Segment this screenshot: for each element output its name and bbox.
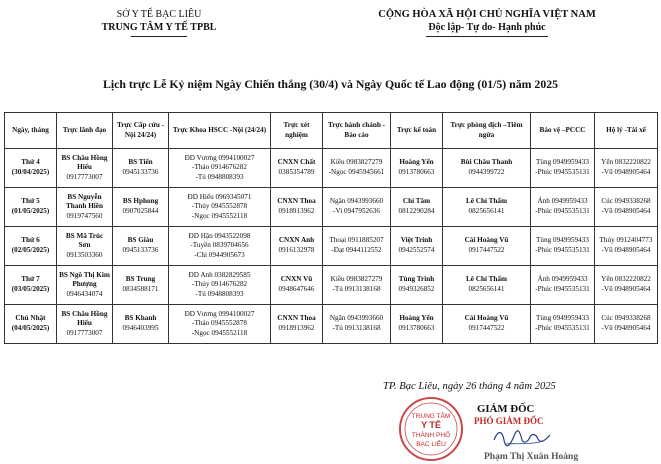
phone-number: 0916132978 <box>278 246 315 254</box>
staff-name: BS Châu Hồng Hiếu <box>61 309 108 328</box>
day-label: Thứ 7 <box>21 275 40 284</box>
cell-security <box>531 266 595 305</box>
cell-leader <box>57 227 113 266</box>
handwritten-signature <box>492 426 552 448</box>
cell-emergency <box>113 188 169 227</box>
phone-number: 0917773007 <box>66 172 103 181</box>
national-header <box>372 8 602 37</box>
cell-accounting <box>391 227 443 266</box>
table-row <box>5 227 658 266</box>
cell-prevention <box>443 188 531 227</box>
cell-orderly-driver <box>595 188 658 227</box>
cell-hscc <box>169 188 271 227</box>
phone-number: 0946403995 <box>122 324 159 332</box>
text-line: -Ngọc 0945552118 <box>191 211 248 220</box>
cell-leader <box>57 305 113 344</box>
column-header: Trực Khoa HSCC -Nội (24/24) <box>169 113 271 149</box>
text-line: -Tú 0948808393 <box>195 172 244 181</box>
staff-name: Lê Chí Thấm <box>465 197 507 206</box>
staff-name: Hoàng Yến <box>399 314 434 323</box>
phone-number: 0944399722 <box>468 168 505 176</box>
cell-lab <box>271 305 323 344</box>
cell-accounting <box>391 188 443 227</box>
text-line: -Chi 0944905673 <box>194 250 245 259</box>
cell-date <box>5 305 57 344</box>
staff-name: BS Nguyễn Thanh Hiền <box>66 192 103 211</box>
staff-name: Cái Hoàng Vũ <box>464 236 509 245</box>
cell-leader <box>57 266 113 305</box>
cell-prevention <box>443 227 531 266</box>
cell-leader <box>57 149 113 188</box>
cell-hscc <box>169 149 271 188</box>
phone-number: 0812290284 <box>398 207 435 215</box>
staff-name: BS Tiến <box>128 158 153 167</box>
staff-name: BS Hphong <box>122 197 159 206</box>
cell-security <box>531 227 595 266</box>
day-label: Thứ 4 <box>21 158 40 167</box>
cell-lab <box>271 266 323 305</box>
text-line: Kiều 0983827279 <box>330 275 383 284</box>
phone-number: 0945133736 <box>122 168 159 176</box>
column-header: Trực Cấp cứu -Nội 24/24) <box>113 113 169 149</box>
phone-number: 0913503360 <box>66 250 103 259</box>
cell-admin <box>323 266 391 305</box>
date-label: (30/04/2025) <box>11 168 50 176</box>
text-line: -Thảo 0914676282 <box>192 163 247 172</box>
cell-security <box>531 305 595 344</box>
staff-name: BS Trung <box>125 275 156 284</box>
text-line: Yến 0832220822 <box>601 158 651 167</box>
text-line: Ngân 0943993660 <box>329 197 384 206</box>
date-label: (02/05/2025) <box>11 246 50 254</box>
text-line: -Phúc 0945535131 <box>535 168 590 176</box>
text-line: Ánh 0949959433 <box>537 197 588 206</box>
phone-number: 0834588171 <box>122 285 159 293</box>
cell-prevention <box>443 305 531 344</box>
cell-hscc <box>169 227 271 266</box>
table-row <box>5 266 658 305</box>
cell-leader <box>57 188 113 227</box>
text-line: Tùng 0949959433 <box>536 236 589 245</box>
date-label: (03/05/2025) <box>11 285 50 293</box>
column-header: Hộ lý -Tài xế <box>595 113 658 149</box>
cell-admin <box>323 305 391 344</box>
text-line: -Tú 0913138168 <box>332 285 381 293</box>
cell-admin <box>323 227 391 266</box>
column-header: Trực xét nghiệm <box>271 113 323 149</box>
table-row <box>5 305 658 344</box>
text-line: -Thủy 0945552878 <box>191 202 248 211</box>
staff-name: CNXN Vũ <box>280 275 313 284</box>
signatory-subtitle: PHÓ GIÁM ĐỐC <box>474 416 544 426</box>
cell-date <box>5 149 57 188</box>
cell-lab <box>271 188 323 227</box>
column-header: Ngày, tháng <box>5 113 57 149</box>
phone-number: 0948647646 <box>278 285 315 293</box>
phone-number: 0945133736 <box>122 246 159 254</box>
cell-prevention <box>443 149 531 188</box>
document-title: Lịch trực Lễ Kỷ niệm Ngày Chiến thắng (30/4) và Ngày Quốc tế Lao động (01/5) năm 2025 <box>102 77 559 91</box>
cell-admin <box>323 188 391 227</box>
cell-orderly-driver <box>595 266 658 305</box>
text-line: -Vi 0947952636 <box>333 207 380 215</box>
text-line: Thủy 0912404773 <box>599 236 653 245</box>
text-line: Thoại 0911885207 <box>329 236 384 245</box>
table-body <box>5 149 658 344</box>
cell-accounting <box>391 149 443 188</box>
table-header-row <box>5 113 658 149</box>
text-line: -Phúc 0945535131 <box>535 207 590 215</box>
staff-name: Việt Trinh <box>400 236 433 245</box>
seal-text-4: BẠC LIÊU <box>416 441 446 448</box>
text-line: -Phúc 0945535131 <box>535 285 590 293</box>
phone-number: 0917447522 <box>468 324 505 332</box>
text-line: Cúc 0949338268 <box>601 314 651 323</box>
text-line: -Ngọc 0945552118 <box>191 328 248 337</box>
cell-emergency <box>113 305 169 344</box>
cell-orderly-driver <box>595 305 658 344</box>
seal-text-2: Y TẾ <box>421 420 441 430</box>
phone-number: 0917447522 <box>468 246 505 254</box>
cell-lab <box>271 149 323 188</box>
motto-underline <box>426 36 548 37</box>
text-line: ĐD Vương 0994100027 <box>184 309 255 318</box>
cell-hscc <box>169 305 271 344</box>
issuer-underline <box>131 36 187 37</box>
phone-number: 0825656141 <box>468 207 505 215</box>
text-line: -Vũ 0948905464 <box>601 168 651 176</box>
phone-number: 0942552574 <box>398 246 435 254</box>
staff-name: Chí Tâm <box>402 197 431 206</box>
signer-name: Phạm Thị Xuân Hoàng <box>484 452 579 462</box>
staff-name: CNXN Thoa <box>277 197 316 206</box>
staff-name: CNXN Thoa <box>277 314 316 323</box>
staff-name: CNXN Anh <box>278 236 315 245</box>
text-line: -Vũ 0948905464 <box>601 207 651 215</box>
text-line: -Thủy 0914676282 <box>191 280 248 289</box>
cell-date <box>5 188 57 227</box>
signatory-title: GIÁM ĐỐC <box>477 403 535 415</box>
phone-number: 0907025844 <box>122 207 159 215</box>
cell-accounting <box>391 305 443 344</box>
issuer-header <box>100 8 218 37</box>
phone-number: 0385354789 <box>278 168 315 176</box>
staff-name: Tùng Trinh <box>398 275 435 284</box>
phone-number: 0913780663 <box>398 324 435 332</box>
phone-number: 0913780663 <box>398 168 435 176</box>
column-header: Trực kế toán <box>391 113 443 149</box>
cell-date <box>5 266 57 305</box>
text-line: Tùng 0949959433 <box>536 158 589 167</box>
national-motto: Độc lập- Tự do- Hạnh phúc <box>428 22 546 33</box>
text-line: -Tú 0948808393 <box>195 289 244 298</box>
column-header: Bảo vệ –PCCC <box>531 113 595 149</box>
text-line: -Phúc 0945535131 <box>535 324 590 332</box>
phone-number: 0946434074 <box>66 289 103 298</box>
text-line: -Tú 0913138168 <box>332 324 381 332</box>
text-line: -Phúc 0945535131 <box>535 246 590 254</box>
text-line: -Vũ 0948905464 <box>601 324 651 332</box>
issuer-parent-agency: SỞ Y TẾ BẠC LIÊU <box>116 9 202 20</box>
text-line: -Tuyền 0839704656 <box>190 241 249 250</box>
national-title: CỘNG HÒA XÃ HỘI CHỦ NGHĨA VIỆT NAM <box>378 9 596 20</box>
text-line: -Ngọc 0945945661 <box>328 168 385 176</box>
staff-name: BS Châu Hồng Hiếu <box>61 153 108 172</box>
table-row <box>5 149 658 188</box>
staff-name: CNXN Chất <box>277 158 316 167</box>
phone-number: 0949326852 <box>398 285 435 293</box>
seal-text-3: THÀNH PHỐ <box>411 432 451 439</box>
cell-security <box>531 149 595 188</box>
day-label: Chủ Nhật <box>15 314 46 323</box>
text-line: Ngân 0943993660 <box>329 314 384 323</box>
text-line: ĐD Hiếu 0969345071 <box>187 192 252 201</box>
phone-number: 0918913962 <box>278 207 315 215</box>
staff-name: BS Khanh <box>124 314 157 323</box>
cell-date <box>5 227 57 266</box>
staff-name: BS Ngô Thị Kim Phượng <box>59 270 110 289</box>
cell-admin <box>323 149 391 188</box>
staff-name: BS Mã Trúc Sơn <box>65 231 104 250</box>
column-header: Trực hành chánh -Báo cáo <box>323 113 391 149</box>
day-label: Thứ 5 <box>21 197 40 206</box>
cell-emergency <box>113 266 169 305</box>
staff-name: Bùi Châu Thanh <box>460 158 513 167</box>
seal-text-1: TRUNG TÂM <box>411 413 451 420</box>
cell-hscc <box>169 266 271 305</box>
cell-orderly-driver <box>595 149 658 188</box>
official-seal <box>398 396 464 462</box>
text-line: -Vũ 0948905464 <box>601 285 651 293</box>
text-line: Tùng 0949959433 <box>536 314 589 323</box>
phone-number: 0917773007 <box>66 328 103 337</box>
cell-prevention <box>443 266 531 305</box>
staff-name: Cái Hoàng Vũ <box>464 314 509 323</box>
text-line: Cúc 0949338268 <box>601 197 651 206</box>
cell-emergency <box>113 227 169 266</box>
staff-name: Hoàng Yến <box>399 158 434 167</box>
cell-orderly-driver <box>595 227 658 266</box>
text-line: -Đạt 0944112552 <box>331 246 382 254</box>
text-line: Kiều 0983827279 <box>330 158 383 167</box>
text-line: Ánh 0949959433 <box>537 275 588 284</box>
phone-number: 0919747560 <box>66 211 103 220</box>
staff-name: Lê Chí Thấm <box>465 275 507 284</box>
phone-number: 0825656141 <box>468 285 505 293</box>
phone-number: 0918913962 <box>278 324 315 332</box>
date-label: (04/05/2025) <box>11 324 50 332</box>
text-line: ĐD Anh 0382829585 <box>188 270 251 279</box>
text-line: -Vũ 0948905464 <box>601 246 651 254</box>
duty-schedule-table <box>4 112 658 344</box>
table-row <box>5 188 658 227</box>
cell-security <box>531 188 595 227</box>
cell-lab <box>271 227 323 266</box>
staff-name: BS Giàu <box>127 236 154 245</box>
column-header: Trực lãnh đạo <box>57 113 113 149</box>
place-and-date: TP. Bạc Liêu, ngày 26 tháng 4 năm 2025 <box>383 381 556 392</box>
column-header: Trực phòng dịch –Tiêm ngừa <box>443 113 531 149</box>
cell-accounting <box>391 266 443 305</box>
day-label: Thứ 6 <box>21 236 40 245</box>
date-label: (01/05/2025) <box>11 207 50 215</box>
text-line: ĐD Vương 0994100027 <box>184 153 255 162</box>
cell-emergency <box>113 149 169 188</box>
text-line: ĐD Hận 0943522098 <box>188 231 251 240</box>
text-line: Yến 0832220822 <box>601 275 651 284</box>
text-line: -Thảo 0945552878 <box>192 319 247 328</box>
issuer-agency: TRUNG TÂM Y TẾ TPBL <box>101 22 217 33</box>
